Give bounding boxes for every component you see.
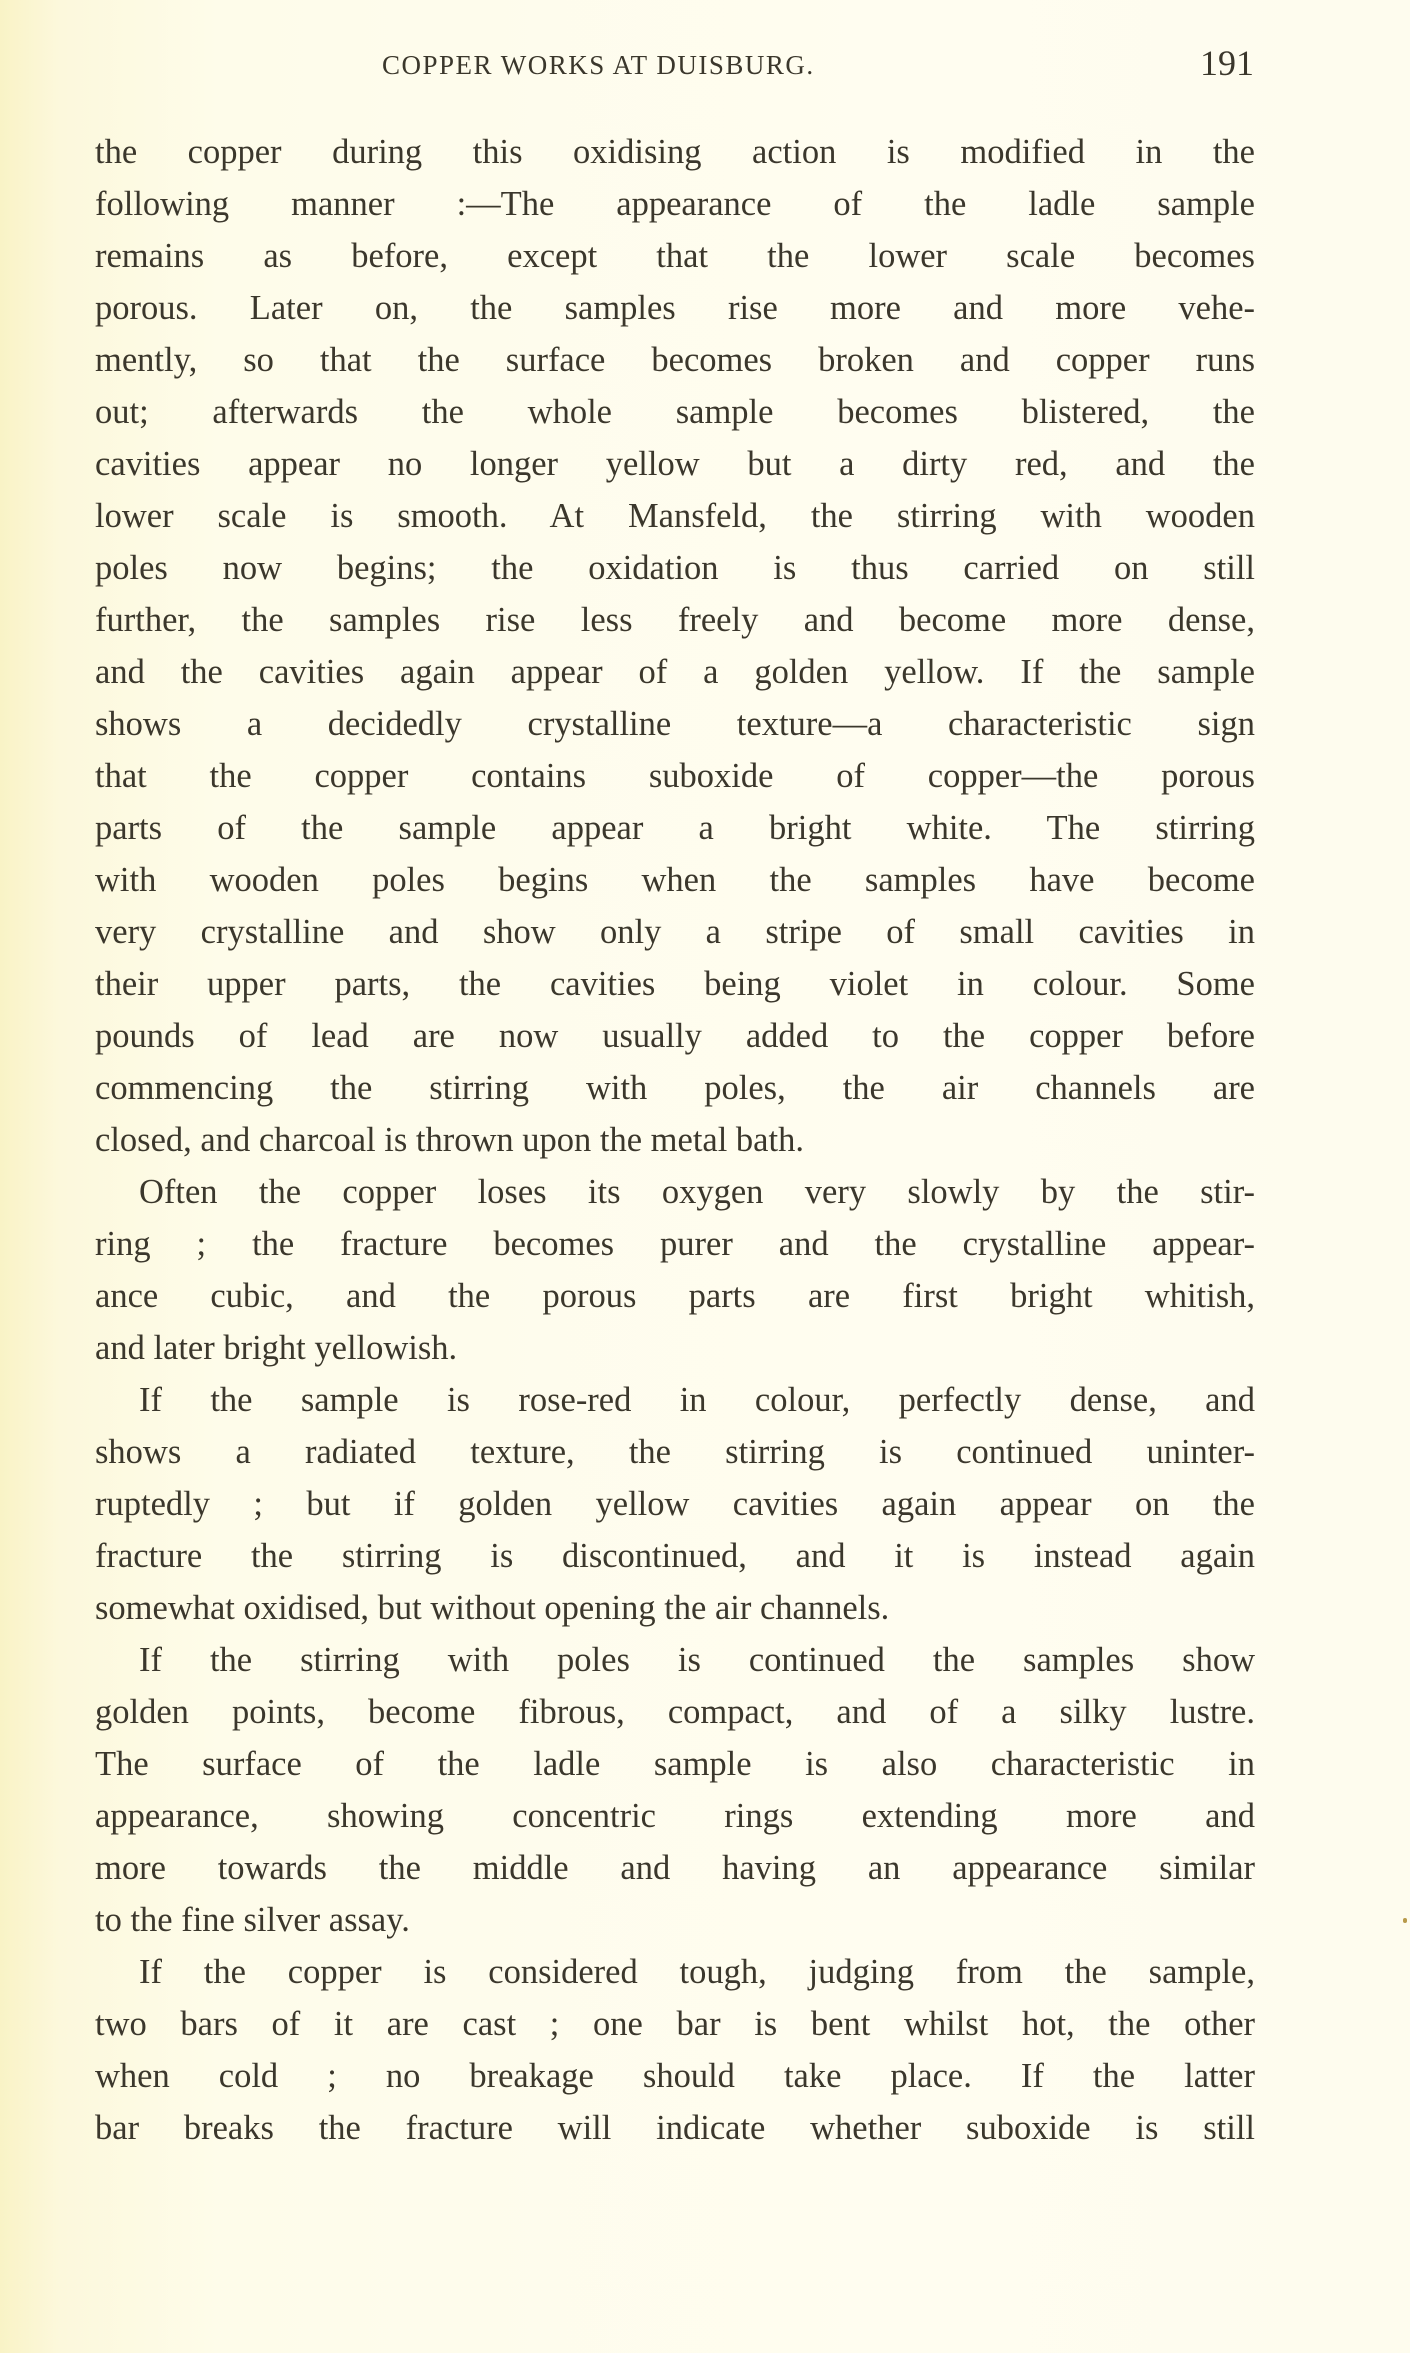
text-line: fracture the stirring is discontinued, and it is instead again bbox=[95, 1537, 1255, 1575]
text-line: to the fine silver assay. bbox=[95, 1901, 410, 1939]
text-line: ance cubic, and the porous parts are first bright whitish, bbox=[95, 1277, 1255, 1315]
text-line: pounds of lead are now usually added to the copper before bbox=[95, 1017, 1255, 1055]
text-line: and the cavities again appear of a golden yellow. If the sample bbox=[95, 653, 1255, 691]
running-header bbox=[0, 42, 1410, 92]
text-line: somewhat oxidised, but without opening the air channels. bbox=[95, 1589, 890, 1627]
text-line: parts of the sample appear a bright white. The stirring bbox=[95, 809, 1255, 847]
text-line: If the copper is considered tough, judging from the sample, bbox=[139, 1953, 1255, 1991]
text-line: appearance, showing concentric rings extending more and bbox=[95, 1797, 1255, 1835]
text-line: Often the copper loses its oxygen very slowly by the stir- bbox=[139, 1173, 1255, 1211]
paragraph bbox=[95, 126, 1255, 1166]
text-line: remains as before, except that the lower scale becomes bbox=[95, 237, 1255, 275]
text-line: with wooden poles begins when the samples have become bbox=[95, 861, 1255, 899]
text-line: lower scale is smooth. At Mansfeld, the stirring with wooden bbox=[95, 497, 1255, 535]
text-line: If the stirring with poles is continued the samples show bbox=[139, 1641, 1255, 1679]
text-line: further, the samples rise less freely and become more dense, bbox=[95, 601, 1255, 639]
paragraph bbox=[95, 1634, 1255, 1946]
text-line: two bars of it are cast ; one bar is bent whilst hot, the other bbox=[95, 2005, 1255, 2043]
text-line: the copper during this oxidising action is modified in the bbox=[95, 133, 1255, 171]
text-line: very crystalline and show only a stripe of small cavities in bbox=[95, 913, 1255, 951]
text-line: following manner :—The appearance of the ladle sample bbox=[95, 185, 1255, 223]
text-line: when cold ; no breakage should take place. If the latter bbox=[95, 2057, 1255, 2095]
text-line: ring ; the fracture becomes purer and the crystalline appear- bbox=[95, 1225, 1255, 1263]
text-line: ruptedly ; but if golden yellow cavities again appear on the bbox=[95, 1485, 1255, 1523]
text-line: mently, so that the surface becomes broken and copper runs bbox=[95, 341, 1255, 379]
text-line: their upper parts, the cavities being violet in colour. Some bbox=[95, 965, 1255, 1003]
text-line: bar breaks the fracture will indicate whether suboxide is still bbox=[95, 2109, 1255, 2147]
text-line: poles now begins; the oxidation is thus carried on still bbox=[95, 549, 1255, 587]
text-line: If the sample is rose-red in colour, perfectly dense, and bbox=[139, 1381, 1255, 1419]
text-line: shows a decidedly crystalline texture—a characteristic sign bbox=[95, 705, 1255, 743]
text-line: shows a radiated texture, the stirring is continued uninter- bbox=[95, 1433, 1255, 1471]
paragraph bbox=[95, 1166, 1255, 1374]
text-line: The surface of the ladle sample is also characteristic in bbox=[95, 1745, 1255, 1783]
text-line: commencing the stirring with poles, the air channels are bbox=[95, 1069, 1255, 1107]
paper-speck bbox=[1403, 1918, 1407, 1923]
page-number: 191 bbox=[1200, 43, 1254, 83]
paragraph bbox=[95, 1374, 1255, 1634]
text-line: and later bright yellowish. bbox=[95, 1329, 458, 1367]
text-line: golden points, become fibrous, compact, and of a silky lustre. bbox=[95, 1693, 1255, 1731]
running-title: COPPER WORKS AT DUISBURG. bbox=[382, 50, 815, 80]
text-line: that the copper contains suboxide of copper—the porous bbox=[95, 757, 1255, 795]
text-line: porous. Later on, the samples rise more and more vehe- bbox=[95, 289, 1255, 327]
text-line: more towards the middle and having an appearance similar bbox=[95, 1849, 1255, 1887]
text-line: cavities appear no longer yellow but a dirty red, and the bbox=[95, 445, 1255, 483]
body-text bbox=[95, 126, 1255, 2154]
text-line: out; afterwards the whole sample becomes blistered, the bbox=[95, 393, 1255, 431]
text-line: closed, and charcoal is thrown upon the metal bath. bbox=[95, 1121, 804, 1159]
paragraph bbox=[95, 1946, 1255, 2154]
